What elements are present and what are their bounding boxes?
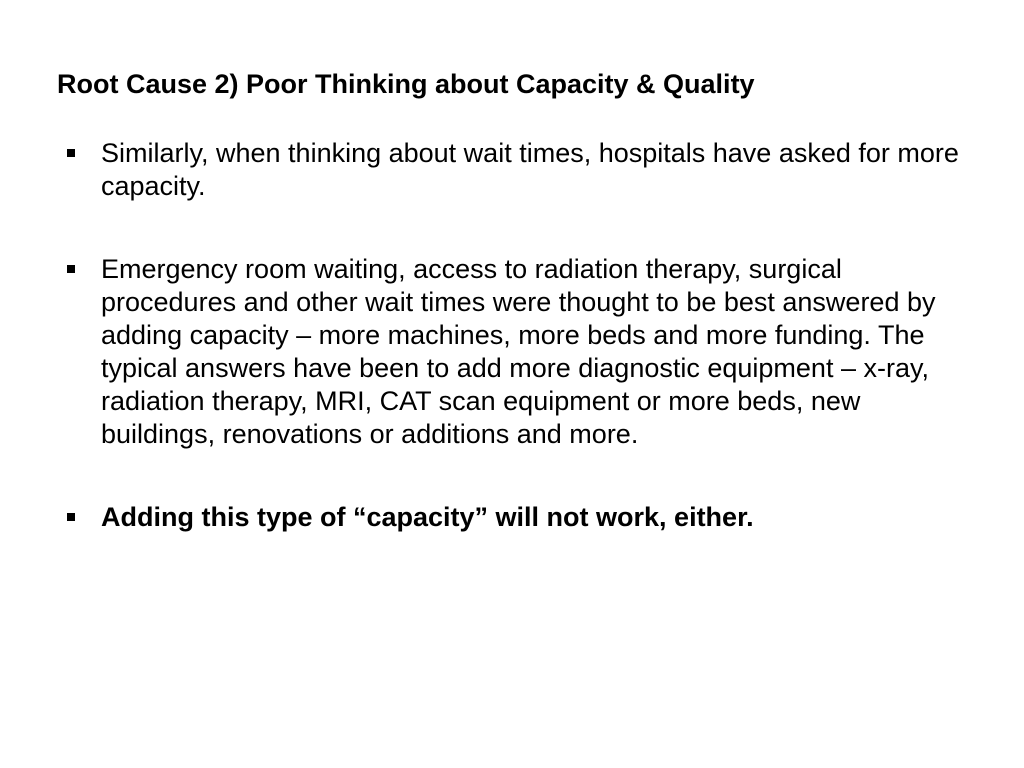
square-bullet-icon [63,253,101,286]
square-bullet-icon [63,137,101,170]
bullet-text: Similarly, when thinking about wait times, hospitals have asked for more capacity. [101,138,959,201]
bullet-item [63,137,968,203]
bullet-item [63,501,968,534]
bullet-text: Adding this type of “capacity” will not work, either. [101,502,754,532]
bullet-list [63,137,968,584]
slide-title: Root Cause 2) Poor Thinking about Capacity & Quality [57,69,755,99]
bullet-item [63,253,968,451]
square-bullet-icon [63,501,101,534]
bullet-text: Emergency room waiting, access to radiation therapy, surgical procedures and other wait times were thought to be best answered by adding capacity – more machines, more beds and more funding. The typical answers have been to add more diagnostic equipment – x-ray, radiation therapy, MRI, CAT scan equipment or more beds, new buildings, renovations or additions and more. [101,254,936,449]
